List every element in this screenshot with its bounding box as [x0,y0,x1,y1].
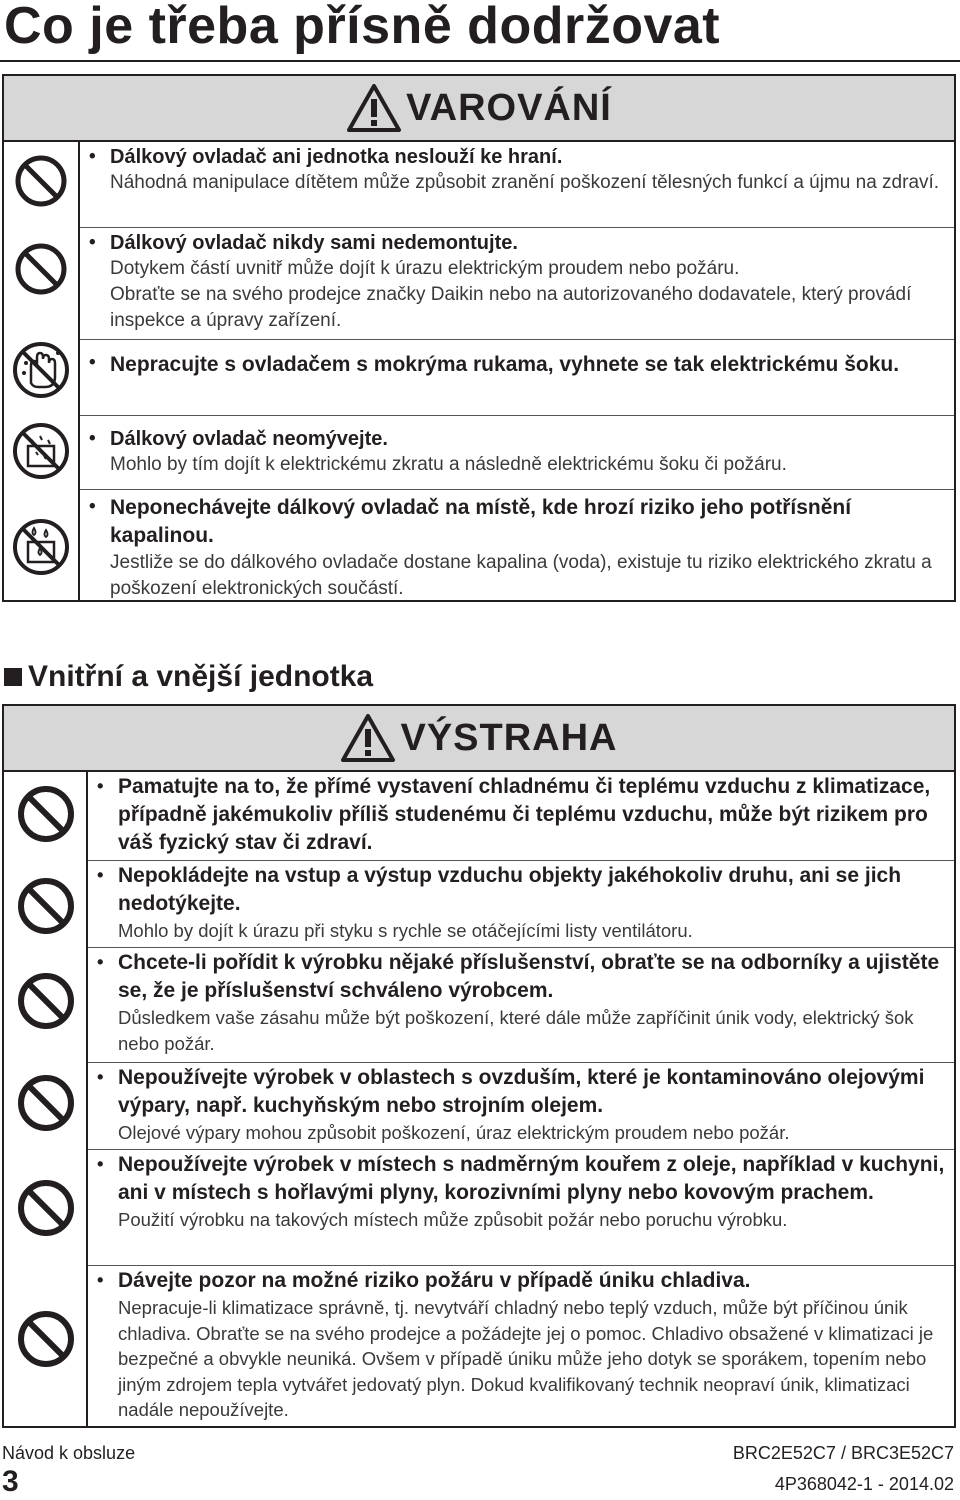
bullet: • [97,1066,104,1087]
item-heading: Dávejte pozor na možné riziko požáru v případě úniku chladiva. [118,1269,751,1292]
section-heading [4,658,373,696]
item-heading: Nepoužívejte výrobek v oblastech s ovzduším, které je kontaminováno olejovými výpary, např. kuchyňským nebo strojním olejem. [118,1066,925,1117]
prohibited-icon [14,154,68,208]
page-number: 3 [2,1465,19,1498]
prohibited-icon [17,877,75,935]
warning-heading: VAROVÁNÍ [406,86,612,129]
bullet: • [97,951,104,972]
bullet: • [97,1269,104,1290]
section-heading-text: Vnitřní a vnější jednotka [28,660,374,693]
list-item [80,340,954,416]
list-item [88,772,954,861]
item-text: Mohlo by tím dojít k elektrickému zkratu a následně elektrickému šoku či požáru. [110,454,787,475]
no-washing-icon [12,422,70,480]
item-heading: Nepracujte s ovladačem s mokrýma rukama, vyhnete se tak elektrickému šoku. [110,353,900,376]
caution-heading: VÝSTRAHA [400,716,618,759]
item-text: Dotykem částí uvnitř může dojít k úrazu elektrickým proudem nebo požáru. [110,258,740,279]
model-number: BRC2E52C7 / BRC3E52C7 [732,1443,954,1463]
list-item [80,142,954,228]
bullet: • [89,428,96,449]
manual-label: Návod k obsluze [2,1443,136,1463]
caution-panel-header [4,706,954,772]
no-wet-hands-icon [12,341,70,399]
list-item [80,490,954,600]
caution-panel [2,704,956,1428]
warning-icon-column [4,142,80,600]
warning-panel [2,74,956,602]
item-heading: Dálkový ovladač neomývejte. [110,428,388,450]
item-text: Jestliže se do dálkového ovladače dostane kapalina (voda), existuje tu riziko elektrického zkratu a poškození elektronických součástí. [110,552,932,599]
item-heading: Nepokládejte na vstup a výstup vzduchu objekty jakéhokoliv druhu, ani se jich nedotýkejte. [118,864,902,915]
warning-triangle-icon [340,713,396,763]
warning-text-column [80,142,954,600]
prohibited-icon [17,972,75,1030]
bullet: • [97,1153,104,1174]
item-text: Olejové výpary mohou způsobit poškození, úraz elektrickým proudem nebo požár. [118,1122,790,1143]
item-heading: Chcete-li pořídit k výrobku nějaké příslušenství, obraťte se na odborníky a ujistěte se, že je příslušenství schváleno výrobcem. [118,951,940,1002]
caution-icon-column [4,772,88,1426]
list-item [80,228,954,340]
list-item [88,948,954,1063]
prohibited-icon [17,1310,75,1368]
item-heading: Neponechávejte dálkový ovladač na místě, kde hrozí riziko jeho potřísnění kapalinou. [110,496,852,547]
list-item [88,861,954,948]
item-text: Použití výrobku na takových místech může způsobit požár nebo poruchu výrobku. [118,1209,788,1230]
item-heading: Dálkový ovladač nikdy sami nedemontujte. [110,232,518,254]
page-title: Co je třeba přísně dodržovat [4,0,721,55]
item-heading: Dálkový ovladač ani jednotka neslouží ke hraní. [110,146,563,168]
bullet: • [97,864,104,885]
caution-text-column [88,772,954,1426]
item-text: Nepracuje-li klimatizace správně, tj. nevytváří chladný nebo teplý vzduch, může být příčinou únik chladiva. Obraťte se na svého prodejce a požádejte jej o pomoc. Chladivo obsažené v klimatizaci je bezpečné a obvykle neuniká. Ovšem v případě úniku může jeho dotyk se sporákem, topením nebo jiným zdrojem tepla vytvářet jedovatý plyn. Dokud kvalifikovaný technik neopraví únik, klimatizaci nadále nepoužívejte. [118,1297,934,1420]
bullet: • [89,146,96,167]
item-text: Mohlo by dojít k úrazu při styku s rychle se otáčejícími listy ventilátoru. [118,920,693,941]
prohibited-icon [14,242,68,296]
list-item [88,1063,954,1150]
no-liquid-icon [12,518,70,576]
bullet: • [89,352,96,373]
item-heading: Pamatujte na to, že přímé vystavení chladnému či teplému vzduchu z klimatizace, případně jakémukoliv příliš studenému či teplému vzduchu, může být rizikem pro váš fyzický stav či zdraví. [118,775,931,854]
warning-triangle-icon [346,83,402,133]
list-item [88,1266,954,1426]
item-text: Důsledkem vaše zásahu může být poškození, které dále může zapříčinit únik vody, elektrický šok nebo požár. [118,1007,914,1054]
document-code: 4P368042-1 - 2014.02 [774,1474,954,1494]
title-divider [0,60,960,62]
prohibited-icon [17,785,75,843]
square-bullet-icon [4,668,22,686]
list-item [80,416,954,490]
item-text: Obraťte se na svého prodejce značky Daikin nebo na autorizovaného dodavatele, který provádí inspekce a úpravy zařízení. [110,284,912,331]
bullet: • [97,775,104,796]
item-text: Náhodná manipulace dítětem může způsobit zranění poškození tělesných funkcí a újmu na zdraví. [110,172,940,193]
prohibited-icon [17,1074,75,1132]
item-heading: Nepoužívejte výrobek v místech s nadměrným kouřem z oleje, například v kuchyni, ani v místech s hořlavými plyny, korozivními plyny nebo kovovým prachem. [118,1153,945,1204]
prohibited-icon [17,1179,75,1237]
warning-panel-header [4,76,954,142]
bullet: • [89,496,96,517]
list-item [88,1150,954,1266]
bullet: • [89,232,96,253]
